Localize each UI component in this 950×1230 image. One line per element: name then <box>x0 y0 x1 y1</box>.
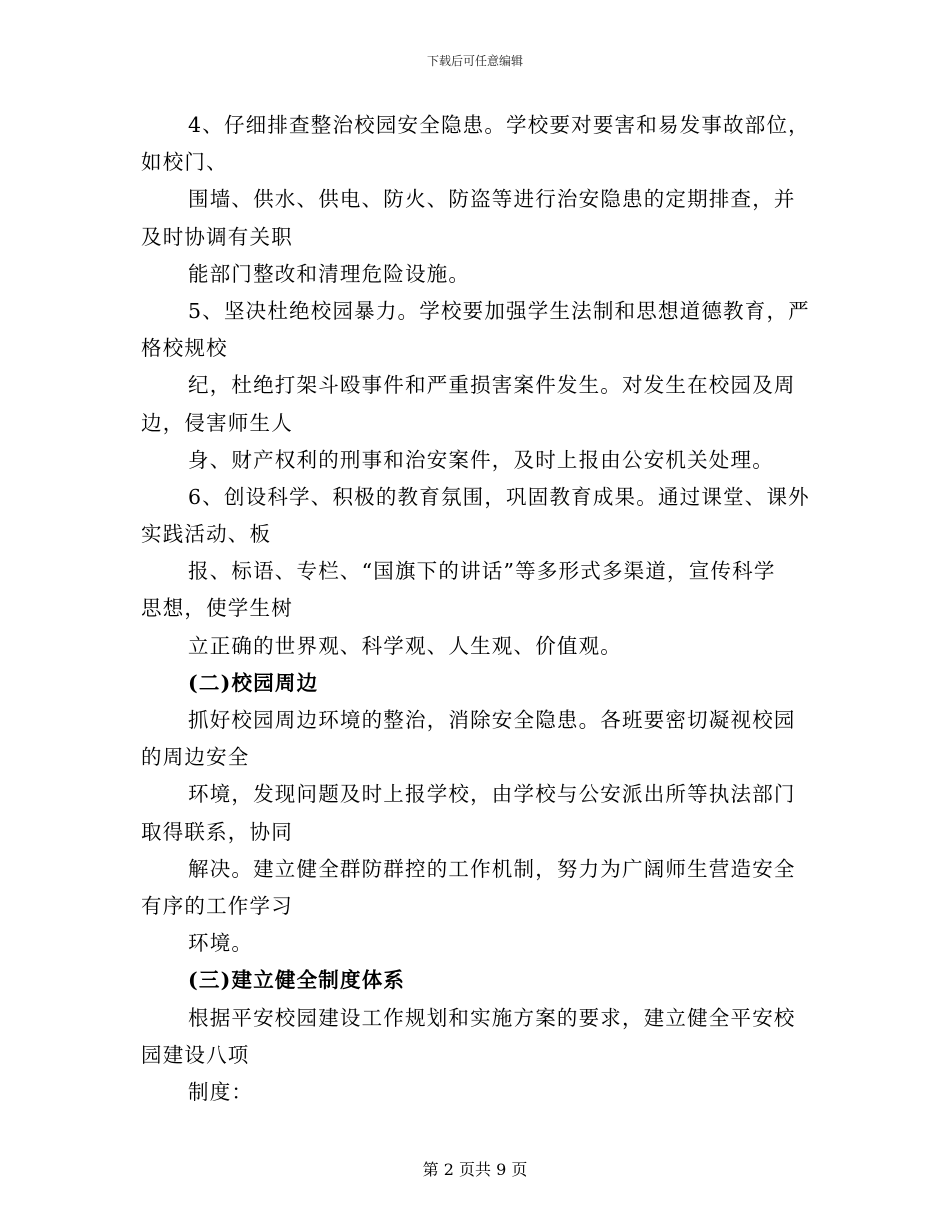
paragraph-line: 解决。建立健全群防群控的工作机制，努力为广阔师生营造安全 <box>188 856 796 881</box>
paragraph-line: 制度： <box>188 1079 254 1104</box>
paragraph-line: 6、创设科学、积极的教育氛围，巩固教育成果。通过课堂、课外 <box>188 484 810 509</box>
paragraph-line: 如校门、 <box>141 150 228 175</box>
paragraph-line: 纪，杜绝打架斗殴事件和严重损害案件发生。对发生在校园及周 <box>188 373 796 398</box>
paragraph-line: 能部门整改和清理危险设施。 <box>188 261 471 286</box>
paragraph-line: 根据平安校园建设工作规划和实施方案的要求，建立健全平安校 <box>188 1005 796 1030</box>
paragraph-line: 取得联系，协同 <box>141 819 293 844</box>
paragraph-line: 园建设八项 <box>141 1042 250 1067</box>
section-heading: (二)校园周边 <box>188 670 319 695</box>
paragraph-line: 环境。 <box>188 931 254 956</box>
paragraph-line: 报、标语、专栏、“国旗下的讲话”等多形式多渠道，宣传科学 <box>188 559 776 584</box>
paragraph-line: 4、仔细排查整治校园安全隐患。学校要对要害和易发事故部位， <box>188 113 810 137</box>
paragraph-line: 及时协调有关职 <box>141 224 293 249</box>
paragraph-line: 有序的工作学习 <box>141 893 293 918</box>
paragraph-line: 立正确的世界观、科学观、人生观、价值观。 <box>188 633 622 658</box>
paragraph-line: 身、财产权利的刑事和治安案件，及时上报由公安机关处理。 <box>188 447 774 472</box>
paragraph-line: 抓好校园周边环境的整治，消除安全隐患。各班要密切凝视校园 <box>188 708 796 732</box>
section-heading: (三)建立健全制度体系 <box>188 968 406 993</box>
paragraph-line: 思想，使学生树 <box>141 596 293 621</box>
page-header: 下载后可任意编辑 <box>426 54 523 68</box>
paragraph-line: 围墙、供水、供电、防火、防盗等进行治安隐患的定期排查，并 <box>188 187 796 212</box>
paragraph-line: 环境，发现问题及时上报学校，由学校与公安派出所等执法部门 <box>188 782 796 807</box>
paragraph-line: 格校规校 <box>141 336 228 361</box>
page-footer: 第 2 页共 9 页 <box>422 1160 528 1179</box>
document-body <box>141 107 821 1111</box>
paragraph-line: 5、坚决杜绝校园暴力。学校要加强学生法制和思想道德教育，严 <box>188 298 810 323</box>
paragraph-line: 边，侵害师生人 <box>141 410 293 435</box>
paragraph-line: 实践活动、板 <box>141 522 272 547</box>
paragraph-line: 的周边安全 <box>141 745 250 770</box>
